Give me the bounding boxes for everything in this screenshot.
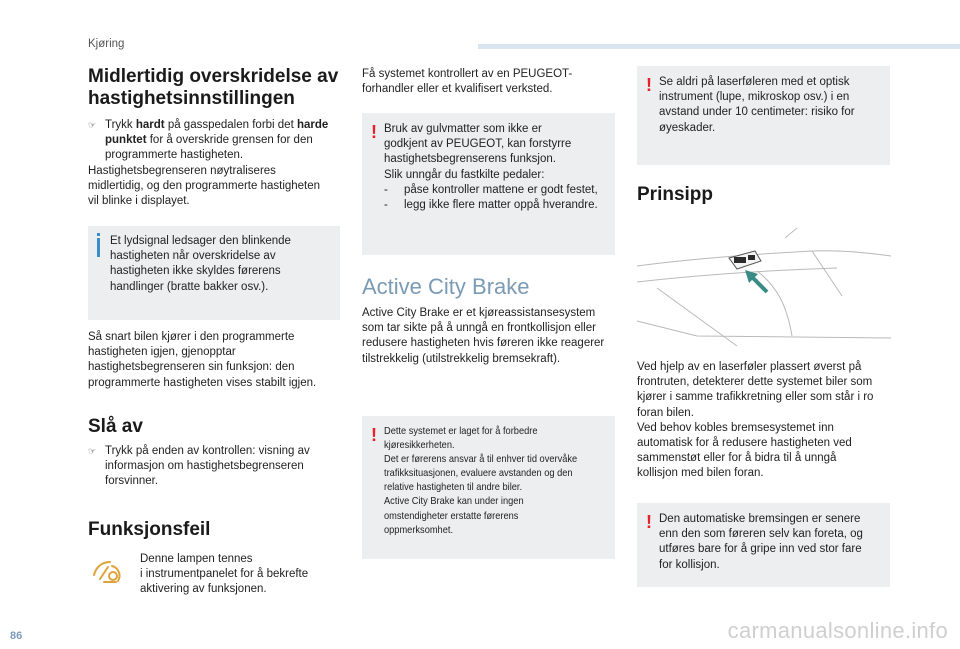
intro-verksted	[362, 67, 622, 97]
funksjonsfeil-line: i instrumentpanelet for å bekrefte	[140, 568, 309, 581]
warn2-line: Det er førerens ansvar å til enhver tid overvåke	[384, 454, 578, 466]
paragraph-gjenopptar	[88, 330, 348, 391]
bullet-text-rest: for å overskride grensen for den	[146, 134, 313, 147]
funksjonsfeil-line: Denne lampen tennes	[140, 553, 253, 565]
slaa-av-line: informasjon om hastighetsbegrenseren	[105, 460, 304, 473]
para2-line: hastighetsbegrenseren sin funksjon: den	[88, 361, 295, 374]
active-city-brake-fault-icon	[90, 557, 124, 587]
bullet-text-mid: på gasspedalen forbi det	[164, 119, 297, 131]
prinsipp-line: sammenstøt eller for å bidra til å unngå	[637, 452, 837, 465]
acb-line: tilstrekkelig (utilstrekkelig bremsekraft).	[362, 352, 561, 365]
bullet-bold-hardt: hardt	[135, 119, 165, 131]
exclamation-icon: !	[646, 75, 652, 95]
info-line: hastigheten når overskridelse av	[110, 250, 276, 263]
info-line: handlinger (bratte bakker osv.).	[110, 280, 269, 293]
warn4-line: for kollisjon.	[659, 558, 720, 571]
warning-box-sikkerhet	[362, 416, 615, 559]
warn4-line: Den automatiske bremsingen er senere	[659, 513, 861, 525]
hand-pointer-icon: ☞	[88, 446, 97, 456]
intro-line: Få systemet kontrollert av en PEUGEOT-	[362, 68, 573, 80]
acb-line: Active City Brake er et kjøreassistansesystem	[362, 307, 596, 319]
title-line-2: hastighetsinnstillingen	[88, 88, 295, 109]
warn-line: hastighetsbegrenserens funksjon.	[384, 153, 556, 166]
title-funksjonsfeil: Funksjonsfeil	[88, 519, 211, 540]
info-line: Et lydsignal ledsager den blinkende	[110, 235, 291, 247]
sensor-unit	[729, 251, 761, 269]
prinsipp-line: automatisk for å redusere hastigheten ved	[637, 437, 852, 450]
exclamation-icon: !	[371, 122, 377, 142]
title-prinsipp: Prinsipp	[637, 184, 714, 205]
para2-line: hastigheten igjen, gjenopptar	[88, 346, 236, 359]
funksjonsfeil-line: aktivering av funksjonen.	[140, 583, 267, 596]
prinsipp-line: frontruten, detekterer dette systemet biler som	[637, 376, 873, 389]
info-icon	[97, 238, 100, 257]
warn2-line: kjøresikkerheten.	[384, 440, 455, 452]
warn2-line: relative hastigheten til andre biler.	[384, 482, 523, 494]
warn-line: Slik unngår du fastkilte pedaler:	[384, 168, 545, 181]
bullet-trykk-hardt	[88, 118, 343, 164]
warn-line: Bruk av gulvmatter som ikke er	[384, 123, 542, 135]
warn4-line: enn den som føreren selv kan foreta, og	[659, 528, 863, 541]
acb-line: redusere hastigheten hvis føreren ikke reagerer	[362, 337, 605, 350]
title-line-1: Midlertidig overskridelse av	[88, 66, 339, 87]
warn2-line: Active City Brake kan under ingen	[384, 496, 524, 508]
warn4-line: utføres bare for å gripe inn ved stor fare	[659, 543, 862, 556]
warn3-line: instrument (lupe, mikroskop osv.) i en	[659, 91, 850, 104]
info-line: hastigheten ikke skyldes førerens	[110, 265, 281, 278]
paragraph-noytraliseres	[88, 164, 343, 210]
prinsipp-text	[637, 360, 895, 482]
warn-line: godkjent av PEUGEOT, kan forstyrre	[384, 138, 572, 151]
prinsipp-line: Ved behov kobles bremsesystemet inn	[637, 421, 834, 434]
warn3-line: øyeskader.	[659, 121, 716, 134]
para2-line: programmerte hastigheten vises stabilt igjen.	[88, 376, 317, 389]
dash-item: - påse kontroller mattene er godt festet,	[384, 183, 598, 196]
title-overskridelse	[88, 66, 343, 110]
bullet-bold-harde: harde	[296, 119, 329, 131]
prinsipp-line: kollisjon med bilen foran.	[637, 467, 764, 480]
bullet-slaa-av	[88, 444, 360, 490]
bullet-bold-punktet: punktet	[105, 134, 147, 147]
warning-box-laserfoler	[637, 66, 890, 165]
warn3-line: avstand under 10 centimeter: risiko for	[659, 106, 855, 119]
acb-line: som tar sikte på å unngå en frontkollisjon eller	[362, 322, 596, 335]
warning-box-gulvmatter	[362, 113, 615, 255]
para1-line: vil blinke i displayet.	[88, 195, 190, 208]
pointer-arrow-icon	[745, 270, 767, 292]
laser-sensor-illustration	[637, 226, 891, 348]
para1-line: Hastighetsbegrenseren nøytraliseres	[88, 164, 276, 177]
dash-item: - legg ikke flere matter oppå hverandre.	[384, 199, 598, 212]
slaa-av-line: Trykk på enden av kontrollen: visning av	[105, 445, 310, 457]
title-slaa-av: Slå av	[88, 416, 143, 437]
section-label: Kjøring	[88, 38, 125, 50]
dash-text: påse kontroller mattene er godt festet,	[404, 183, 598, 196]
page-number: 86	[10, 630, 23, 642]
prinsipp-line: foran bilen.	[637, 406, 694, 419]
bullet-text-line3: programmerte hastigheten.	[105, 149, 244, 162]
watermark: carmanualsonline.info	[727, 618, 948, 643]
header-bar	[478, 44, 960, 49]
bullet-text-prefix: Trykk	[105, 119, 136, 131]
para1-line: midlertidig, og den programmerte hastigheten	[88, 179, 321, 192]
warn3-line: Se aldri på laserføleren med et optisk	[659, 76, 850, 88]
warning-box-bremsing	[637, 503, 890, 587]
prinsipp-line: kjører i samme trafikkretning eller som står i ro	[637, 391, 874, 404]
exclamation-icon: !	[371, 425, 377, 445]
para2-line: Så snart bilen kjører i den programmerte	[88, 331, 295, 343]
column-1	[88, 66, 343, 209]
hand-pointer-icon: ☞	[88, 120, 97, 130]
slaa-av-line: forsvinner.	[105, 475, 159, 488]
prinsipp-line: Ved hjelp av en laserføler plassert øverst på	[637, 361, 862, 373]
exclamation-icon: !	[646, 512, 652, 532]
dash-text: legg ikke flere matter oppå hverandre.	[404, 199, 598, 212]
acb-description	[362, 306, 624, 367]
funksjonsfeil-text	[140, 552, 340, 598]
intro-line: forhandler eller et kvalifisert verksted.	[362, 83, 553, 96]
warn2-line: trafikksituasjonen, evaluere avstanden og den	[384, 468, 573, 480]
warn2-line: omstendigheter erstatte førerens	[384, 510, 519, 522]
info-box-lydsignal	[88, 226, 340, 320]
title-active-city-brake: Active City Brake	[362, 274, 530, 299]
warn2-line: oppmerksomhet.	[384, 524, 454, 536]
warn2-line: Dette systemet er laget for å forbedre	[384, 426, 538, 437]
